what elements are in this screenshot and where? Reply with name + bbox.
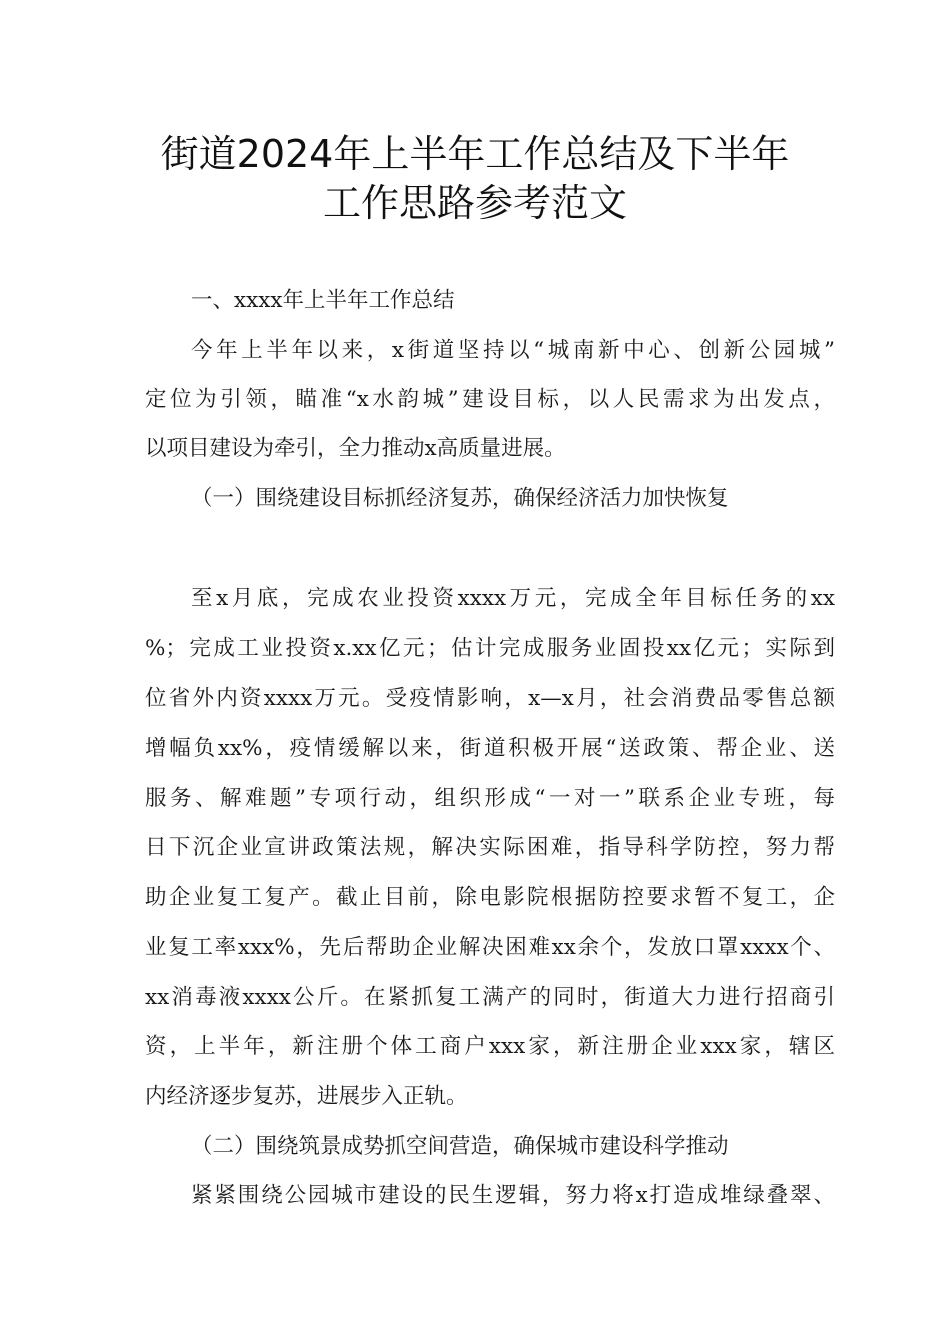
paragraph-line: 至x月底，完成农业投资xxxx万元，完成全年目标任务的xx (191, 586, 835, 611)
document-title-line-1: 街道2024年上半年工作总结及下半年 (160, 132, 790, 176)
paragraph-line: 资，上半年，新注册个体工商户xxx家，新注册企业xxx家，辖区 (145, 1034, 835, 1059)
subsection-heading: （二）围绕筑景成势抓空间营造，确保城市建设科学推动 (191, 1134, 729, 1159)
paragraph-line: 位省外内资xxxx万元。受疫情影响，x—x月，社会消费品零售总额 (145, 686, 835, 711)
paragraph-line: 紧紧围绕公园城市建设的民生逻辑，努力将x打造成堆绿叠翠、 (191, 1183, 835, 1208)
paragraph-line: 以项目建设为牵引，全力推动x高质量进展。 (145, 436, 566, 461)
paragraph-line: xx消毒液xxxx公斤。在紧抓复工满产的同时，街道大力进行招商引 (145, 985, 835, 1010)
paragraph-line: 今年上半年以来，x街道坚持以“城南新中心、创新公园城” (191, 338, 835, 363)
subsection-heading: （一）围绕建设目标抓经济复苏，确保经济活力加快恢复 (191, 486, 729, 511)
paragraph-line: %；完成工业投资x.xx亿元；估计完成服务业固投xx亿元；实际到 (145, 636, 835, 661)
paragraph-line: 服务、解难题”专项行动，组织形成“一对一”联系企业专班，每 (145, 786, 835, 811)
paragraph-line: 助企业复工复产。截止目前，除电影院根据防控要求暂不复工，企 (145, 885, 835, 910)
document-title-line-2: 工作思路参考范文 (322, 181, 627, 225)
paragraph-line: 日下沉企业宣讲政策法规，解决实际困难，指导科学防控，努力帮 (145, 835, 835, 860)
section-heading: 一、xxxx年上半年工作总结 (191, 288, 455, 313)
paragraph-line: 内经济逐步复苏，进展步入正轨。 (145, 1084, 468, 1109)
paragraph-line: 业复工率xxx%，先后帮助企业解决困难xx余个，发放口罩xxxx个、 (145, 935, 835, 960)
paragraph-line: 定位为引领，瞄准“x水韵城”建设目标，以人民需求为出发点， (145, 387, 835, 412)
paragraph-line: 增幅负xx%，疫情缓解以来，街道积极开展“送政策、帮企业、送 (145, 736, 835, 761)
